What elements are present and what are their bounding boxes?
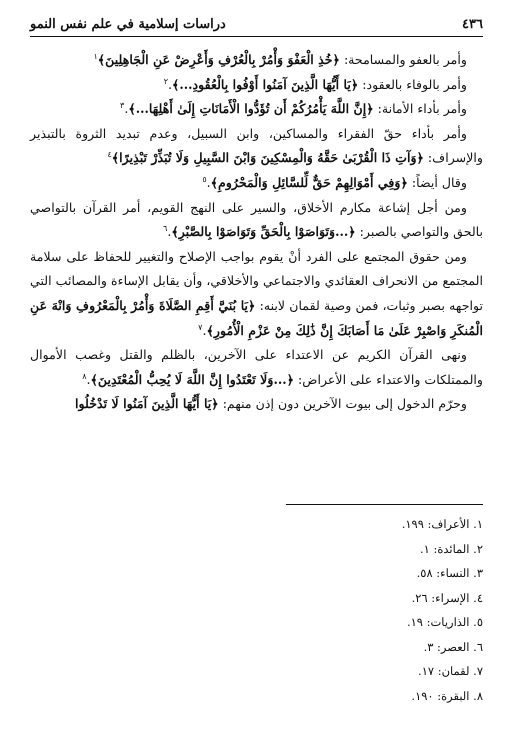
paragraph: وأمر بالعفو والمسامحة: ﴿خُذِ الْعَفْوَ وَأْمُرْ بِالْعُرْفِ وَأَعْرِضْ عَنِ الْجَاهِلِينَ﴾$^١$ <box>93 51 467 67</box>
quran-quote: ﴿...وَتَوَاصَوْا بِالْحَقِّ وَتَوَاصَوْا بِالصَّبْرِ﴾ <box>171 224 356 240</box>
page-header <box>30 14 483 34</box>
footnote: ٨. البقرة: ١٩٠. <box>411 688 483 703</box>
footnote-marker: ٤ <box>107 150 112 160</box>
quran-quote: ﴿إِنَّ اللَّهَ يَأْمُرُكُمْ أَن تُؤَدُّوا الْأَمَانَاتِ إِلَىٰ أَهْلِهَا...﴾ <box>128 101 374 117</box>
footnote-marker: ٧ <box>198 322 203 332</box>
footnote: ٤. الإسراء: ٢٦. <box>411 590 483 605</box>
footnote: ٣. النساء: ٥٨. <box>416 566 483 580</box>
paragraph: وحرّم الدخول إلى بيوت الآخرين دون إذن منهم: ﴿يَا أَيُّهَا الَّذِينَ آمَنُوا لَا تَدْخُلُوا <box>75 396 467 412</box>
footnote: ٦. العصر: ٣. <box>423 639 483 654</box>
body-text <box>30 48 483 417</box>
paragraph: ونهى القرآن الكريم عن الاعتداء على الآخرين، بالظلم والقتل وغصب الأموال والممتلكات والاعتداء على الأعراض: ﴿...وَلَا تَعْتَدُوا إِنَّ اللَّهَ لَا يُحِبُّ الْمُعْتَدِينَ﴾.$^٨$ <box>30 347 483 387</box>
footnote-rule <box>286 504 483 505</box>
paragraph: وأمر بأداء حقّ الفقراء والمساكين، وابن السبيل، وعدم تبديد الثروة بالتبذير والإسراف: ﴿وَآتِ ذَا الْقُرْبَىٰ حَقَّهُ وَالْمِسْكِينَ وَابْنَ السَّبِيلِ وَلَا تُبَذِّرْ تَبْذِيرًا﴾$^٤$ <box>30 125 483 166</box>
footnote-marker: ٥ <box>202 174 207 184</box>
quran-quote: ﴿يَا أَيُّهَا الَّذِينَ آمَنُوا لَا تَدْخُلُوا <box>75 396 219 412</box>
paragraph: وأمر بأداء الأمانة: ﴿إِنَّ اللَّهَ يَأْمُرُكُمْ أَن تُؤَدُّوا الْأَمَانَاتِ إِلَىٰ أَهْلِهَا...﴾.$^٣$ <box>120 101 467 117</box>
footnote: ٧. لقمان: ١٧. <box>418 664 483 678</box>
paragraph: ومن حقوق المجتمع على الفرد أنْ يقوم بواجب الإصلاح والتغيير للحفاظ على سلامة المجتمع من الانحراف العقائدي والاجتماعي والأخلاقي، وأن يقابل الإساءة والمصائب التي تواجهه بصبر وثبات، فمن وصية لقمان لابنه: ﴿يَا بُنَيَّ أَقِمِ الصَّلَاةَ وَأْمُرْ بِالْمَعْرُوفِ وَانْهَ عَنِ الْمُنكَرِ وَاصْبِرْ عَلَىٰ مَا أَصَابَكَ إِنَّ ذَٰلِكَ مِنْ عَزْمِ الْأُمُورِ﴾.$^٧$ <box>30 248 483 338</box>
paragraph: وقال أيضاً: ﴿وَفِي أَمْوَالِهِمْ حَقٌّ لِّلسَّائِلِ وَالْمَحْرُومِ﴾.$^٥$ <box>202 174 467 190</box>
footnote-marker: ٣ <box>120 101 125 110</box>
footnote-marker: ٢ <box>163 76 168 86</box>
quran-quote: ﴿وَفِي أَمْوَالِهِمْ حَقٌّ لِّلسَّائِلِ وَالْمَحْرُومِ﴾ <box>210 174 408 190</box>
footnote: ٢. المائدة: ١. <box>420 541 483 556</box>
paragraph: ومن أجل إشاعة مكارم الأخلاق، والسير على النهج القويم، أمر القرآن بالتواصي بالحق والتواصي بالصبر: ﴿...وَتَوَاصَوْا بِالْحَقِّ وَتَوَاصَوْا بِالصَّبْرِ﴾.$^٦$ <box>30 199 483 240</box>
paragraph: وأمر بالوفاء بالعقود: ﴿يَا أَيُّهَا الَّذِينَ آمَنُوا أَوْفُوا بِالْعُقُودِ...﴾.$^٢$ <box>163 76 467 92</box>
footnote-marker: ٨ <box>82 371 87 381</box>
quran-quote: ﴿وَآتِ ذَا الْقُرْبَىٰ حَقَّهُ وَالْمِسْكِينَ وَابْنَ السَّبِيلِ وَلَا تُبَذِّرْ تَبْذِيرًا﴾ <box>111 150 424 166</box>
quran-quote: ﴿يَا أَيُّهَا الَّذِينَ آمَنُوا أَوْفُوا بِالْعُقُودِ...﴾ <box>172 76 359 92</box>
quran-quote: ﴿...وَلَا تَعْتَدُوا إِنَّ اللَّهَ لَا يُحِبُّ الْمُعْتَدِينَ﴾ <box>90 371 294 387</box>
header-rule <box>30 36 483 37</box>
page-number: ٤٣٦ <box>462 16 483 32</box>
quran-quote: ﴿خُذِ الْعَفْوَ وَأْمُرْ بِالْعُرْفِ وَأَعْرِضْ عَنِ الْجَاهِلِينَ﴾ <box>97 52 340 67</box>
footnotes-list <box>243 512 483 708</box>
footnote-marker: ٦ <box>163 223 168 233</box>
footnote-marker: ١ <box>93 51 98 61</box>
footnote: ٥. الذاريات: ١٩. <box>406 615 483 629</box>
quran-quote: ﴿يَا بُنَيَّ أَقِمِ الصَّلَاةَ وَأْمُرْ بِالْمَعْرُوفِ وَانْهَ عَنِ الْمُنكَرِ وَاصْبِرْ عَلَىٰ مَا أَصَابَكَ إِنَّ ذَٰلِكَ مِنْ عَزْمِ الْأُمُورِ﴾ <box>30 297 483 338</box>
running-title: دراسات إسلامية في علم نفس النمو <box>30 16 226 32</box>
footnote: ١. الأعراف: ١٩٩. <box>401 517 483 531</box>
